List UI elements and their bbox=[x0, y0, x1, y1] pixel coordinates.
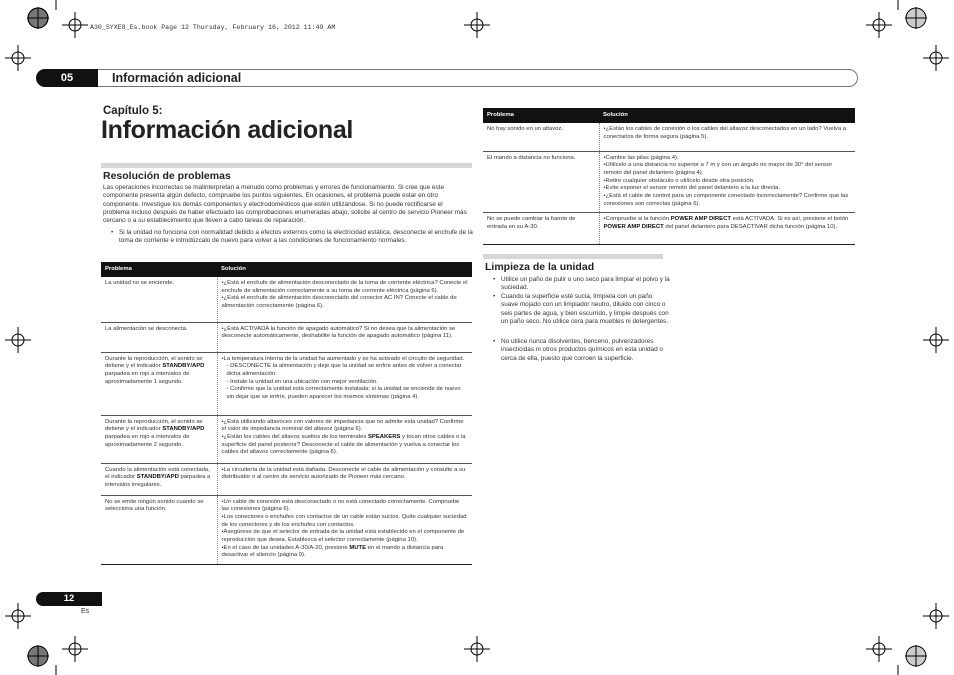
header-solution: Solución bbox=[599, 108, 855, 123]
troubleshooting-intro: Las operaciones incorrectas se malinterpretan a menudo como problemas y errores de funcionamiento. Si cree que este componente presenta algún defecto, compruebe los puntos siguientes. En ocasiones, el problema puede estar en otro componente. Investigue los demás componentes y electrodomésticos que estén utilizándose. Si no puede rectificarse el problema incluso después de haber efectuado las comprobaciones enumeradas abajo, solicite al centro de servicio Pioneer más cercano o a su establecimiento que lleven a cabo tareas de reparación. bbox=[103, 184, 467, 225]
table-row bbox=[101, 495, 472, 565]
solution-line: •Evite exponer el sensor remoto del panel delantero a la luz directa. bbox=[603, 185, 781, 192]
troubleshooting-heading: Resolución de problemas bbox=[103, 170, 231, 182]
table-row bbox=[483, 151, 855, 213]
solution-cell bbox=[217, 463, 472, 495]
problem-cell: Cuando la alimentación está conectada, el indicador STANDBY/APD parpadea a intervalos irregulares. bbox=[101, 463, 217, 495]
solution-line: •¿Está el enchufe de alimentación desconectado del conector AC IN? Conecte el cable de alimentación correctamente (página 6). bbox=[221, 295, 457, 310]
bullet-dot: • bbox=[493, 293, 496, 300]
solution-line: •Los conectores o enchufes con contactos de un cable están sucios. Quite cualquier suciedad de los conectores y de los enchufes con contactos. bbox=[221, 513, 467, 528]
solution-cell bbox=[217, 415, 472, 463]
problem-cell: Durante la reproducción, el sonido se detiene y el indicador STANDBY/APD parpadea en rojo a intervalos de aproximadamente 2 segundo. bbox=[101, 415, 217, 463]
page-title: Información adicional bbox=[101, 116, 354, 144]
solution-line: - DESCONECTE la alimentación y deje que la unidad se enfríe antes de volver a conectar dicha alimentación. bbox=[226, 363, 462, 377]
solution-line: •¿Está el enchufe de alimentación desconectado de la toma de corriente eléctrica? Conecte el enchufe de alimentación correctamente a su toma de corriente eléctrica (página 6). bbox=[221, 280, 468, 294]
chapter-number: 05 bbox=[36, 69, 98, 87]
page-number: 12 bbox=[36, 592, 102, 606]
solution-cell bbox=[217, 495, 472, 565]
solution-line: •¿Está ACTIVADA la función de apagado automático? Si no desea que la alimentación se desconecte automáticamente, deshabilite la función de apagado automático (página 11). bbox=[221, 325, 456, 340]
solution-cell bbox=[599, 123, 855, 151]
bullet-text: No utilice nunca disolventes, benceno, pulverizadores insecticidas ni otros productos químicos en esta unidad o cerca de ella, puesto que corroen la superficie. bbox=[501, 338, 663, 362]
header-problem: Problema bbox=[483, 108, 599, 123]
solution-line: •En el caso de las unidades A-30/A-20, presione MUTE en el mando a distancia para desactivar el silencio (página 9). bbox=[221, 544, 444, 559]
solution-cell bbox=[217, 322, 472, 352]
cleaning-heading: Limpieza de la unidad bbox=[485, 261, 595, 273]
table-row bbox=[101, 277, 472, 322]
section-rule bbox=[483, 254, 663, 259]
bullet-text: Si la unidad no funciona con normalidad debido a efectos externos como la electricidad estática, desconecte el enchufe de la toma de corriente e introdúzcalo de nuevo para volver a las condiciones de funcionamiento normales. bbox=[119, 229, 473, 245]
problem-cell: La alimentación se desconecta. bbox=[101, 322, 217, 352]
solution-line: •¿Está utilizando altavoces con valores de impedancia que no admite esta unidad? Confirme el valor de impedancia nominal del altavoz (página 6). bbox=[221, 418, 464, 433]
bullet-text: Cuando la superficie esté sucia, límpiela con un paño suave mojado con un limpiador neutro, diluido con cinco o seis partes de agua, y bien escurrido, y limpie después con un paño seco. No utilice cera para muebles ni detergentes. bbox=[501, 293, 669, 325]
cleaning-bullet bbox=[491, 293, 671, 326]
header-solution: Solución bbox=[217, 262, 472, 277]
solution-line: •¿Está el cable de control para un componente conectado incorrectamente? Confirme que las conexiones son correctas (página 6). bbox=[603, 193, 849, 207]
solution-cell bbox=[599, 151, 855, 213]
language-code: Es bbox=[81, 608, 90, 615]
problem-cell: No se emite ningún sonido cuando se selecciona una función. bbox=[101, 495, 217, 565]
solution-cell bbox=[217, 352, 472, 415]
bullet-text: Utilice un paño de pulir o uno seco para limpiar el polvo y la suciedad. bbox=[501, 276, 670, 292]
table-row bbox=[101, 322, 472, 352]
solution-line: •Compruebe si la función POWER AMP DIRECT está ACTIVADA. Si es así, presione el botón POWER AMP DIRECT del panel delantero para DESACTIVAR dicha función (página 10). bbox=[603, 216, 849, 231]
solution-line: •Un cable de conexión está desconectado o no está conectado correctamente. Compruebe las conexiones (página 6). bbox=[221, 498, 460, 513]
troubleshooting-table-left bbox=[101, 262, 472, 565]
chapter-title-bar: Información adicional bbox=[98, 69, 858, 87]
table-row bbox=[101, 415, 472, 463]
solution-cell bbox=[599, 213, 855, 245]
solution-line: •Utilícelo a una distancia no superior a 7 m y con un ángulo no mayor de 30° del sensor remoto del panel delantero (página 4). bbox=[603, 162, 833, 176]
table-row bbox=[483, 123, 855, 151]
solution-line: •Cambie las pilas (página 4). bbox=[603, 154, 679, 161]
bullet-dot: • bbox=[493, 276, 496, 283]
print-header: A30_SYXE8_Es.book Page 12 Thursday, February 16, 2012 11:49 AM bbox=[90, 24, 336, 31]
problem-cell: Durante la reproducción, el sonido se detiene y el indicador STANDBY/APD parpadea en rojo a intervalos de aproximadamente 1 segundo. bbox=[101, 352, 217, 415]
solution-cell bbox=[217, 277, 472, 322]
table-row bbox=[483, 213, 855, 245]
solution-line: •Retire cualquier obstáculo o utilícelo desde otra posición. bbox=[603, 177, 755, 184]
bullet-dot: • bbox=[111, 229, 114, 236]
solution-line: •Asegúrese de que el selector de entrada de la unidad está establecido en el componente de reproducción que desea. Establezca el selector correctamente (página 10). bbox=[221, 529, 465, 544]
indicator-name: STANDBY/APD bbox=[162, 363, 205, 370]
header-problem: Problema bbox=[101, 262, 217, 277]
indicator-name: STANDBY/APD bbox=[136, 474, 179, 481]
table-row bbox=[101, 463, 472, 495]
cleaning-bullet bbox=[491, 276, 671, 293]
solution-line: •¿Están los cables del altavoz sueltos de los terminales SPEAKERS y tocan otros cables o la superficie del panel posterior? Desconecte el cable de alimentación y vuelva a conectar los cables del altavoz correctamente (página 6). bbox=[221, 433, 466, 456]
solution-line: - Confirme que la unidad está correctamente instalada; si la unidad se enciende de nuevo sin dejar que se enfríe, pueden aparecer los mismos síntomas (página 4). bbox=[226, 386, 461, 401]
bullet-dot: • bbox=[493, 338, 496, 345]
problem-cell: El mando a distancia no funciona. bbox=[483, 151, 599, 213]
table-row bbox=[101, 352, 472, 415]
indicator-name: STANDBY/APD bbox=[162, 426, 205, 433]
chapter-caption: Capítulo 5: bbox=[103, 105, 163, 117]
solution-line: •La temperatura interna de la unidad ha aumentado y se ha activado el circuito de seguridad. bbox=[221, 355, 465, 362]
section-rule bbox=[101, 163, 472, 168]
solution-line: •¿Están los cables de conexión o los cables del altavoz desconectados en un lado? Vuelva a conectarlos de forma segura (página 5). bbox=[603, 126, 847, 140]
solution-line: •La circuitería de la unidad está dañada. Desconecte el cable de alimentación y consulte a su distribuidor o al centro de servicio autorizado de Pioneer más cercano. bbox=[221, 466, 466, 481]
solution-line: - Instale la unidad en una ubicación con mejor ventilación. bbox=[226, 378, 378, 385]
problem-cell: La unidad no se enciende. bbox=[101, 277, 217, 322]
troubleshooting-bullet bbox=[109, 229, 481, 246]
problem-cell: No se puede cambiar la fuente de entrada en su A-30. bbox=[483, 213, 599, 245]
problem-cell: No hay sonido en un altavoz. bbox=[483, 123, 599, 151]
cleaning-bullet bbox=[491, 338, 671, 363]
troubleshooting-table-right bbox=[483, 108, 855, 245]
